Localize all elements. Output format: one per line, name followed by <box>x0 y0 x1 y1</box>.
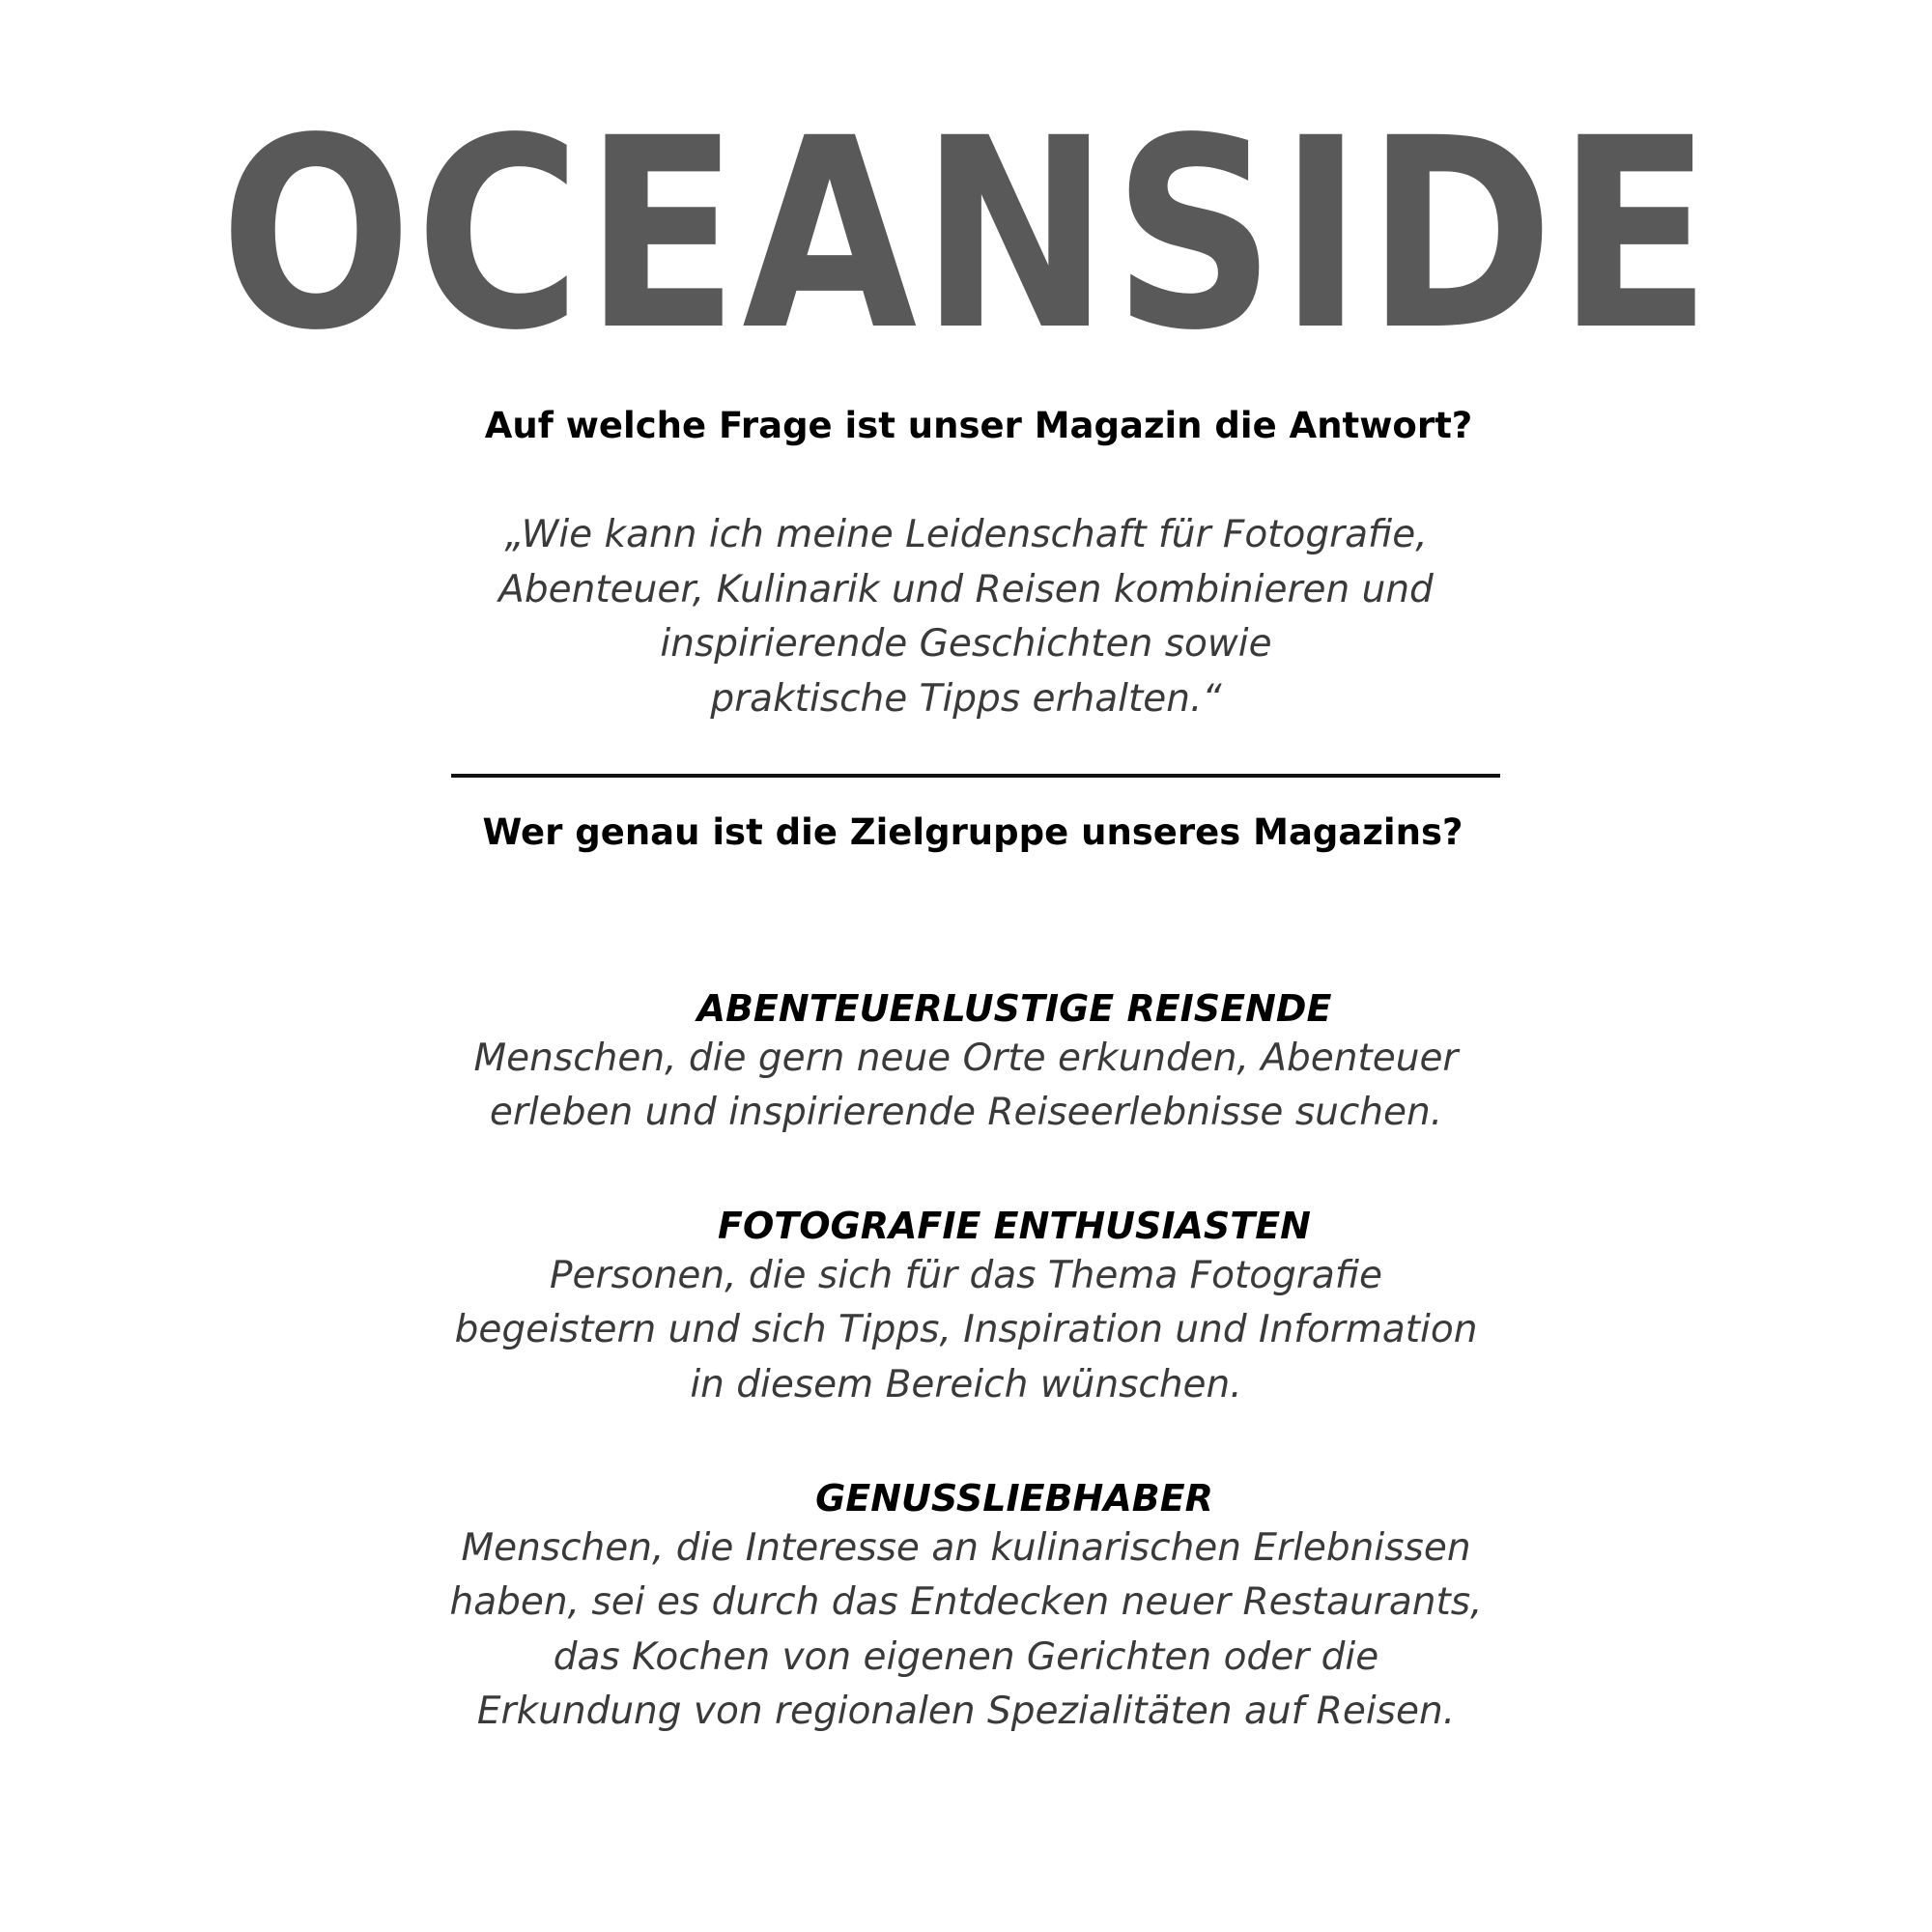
target-group-description-line: das Kochen von eigenen Gerichten oder die <box>553 1634 1379 1679</box>
target-group-description-line: Menschen, die gern neue Orte erkunden, Abenteuer <box>473 1036 1459 1080</box>
target-group-description-line: Personen, die sich für das Thema Fotografie <box>549 1253 1383 1297</box>
target-group-description-line: erleben und inspirierende Reiseerlebnisse suchen. <box>489 1091 1443 1135</box>
answer-quote-line: praktische Tipps erhalten.“ <box>710 676 1222 721</box>
target-group-description-line: Menschen, die Interesse an kulinarischen Erlebnissen <box>461 1525 1471 1570</box>
target-group-description <box>0 1521 1932 1740</box>
target-group-description-line: in diesem Bereich wünschen. <box>690 1362 1242 1406</box>
target-group-photography-enthusiasts <box>0 1205 1932 1412</box>
target-group-adventure-travelers <box>0 987 1932 1141</box>
target-group-food-lovers <box>0 1477 1932 1740</box>
target-group-title: ABENTEUERLUSTIGE REISENDE <box>696 987 1332 1030</box>
magazine-logo: OCEANSIDE <box>219 83 1716 388</box>
target-group-description <box>0 1249 1932 1413</box>
target-group-description <box>0 1032 1932 1141</box>
answer-quote-line: inspirierende Geschichten sowie <box>660 622 1272 666</box>
question-heading-purpose: Auf welche Frage ist unser Magazin die Antwort? <box>484 405 1473 446</box>
target-group-description-line: Erkundung von regionalen Spezialitäten auf Reisen. <box>476 1690 1456 1734</box>
target-group-title: FOTOGRAFIE ENTHUSIASTEN <box>718 1205 1311 1247</box>
target-group-description-line: haben, sei es durch das Entdecken neuer Restaurants, <box>449 1580 1483 1625</box>
target-group-title: GENUSSLIEBHABER <box>815 1477 1213 1520</box>
target-group-description-line: begeistern und sich Tipps, Inspiration und Information <box>454 1308 1478 1352</box>
question-heading-target-group: Wer genau ist die Zielgruppe unseres Magazins? <box>482 811 1463 853</box>
answer-quote-line: Abenteuer, Kulinarik und Reisen kombinieren und <box>498 567 1434 611</box>
answer-quote <box>0 508 1932 726</box>
answer-quote-line: „Wie kann ich meine Leidenschaft für Fotografie, <box>504 513 1428 556</box>
section-divider <box>451 774 1500 778</box>
